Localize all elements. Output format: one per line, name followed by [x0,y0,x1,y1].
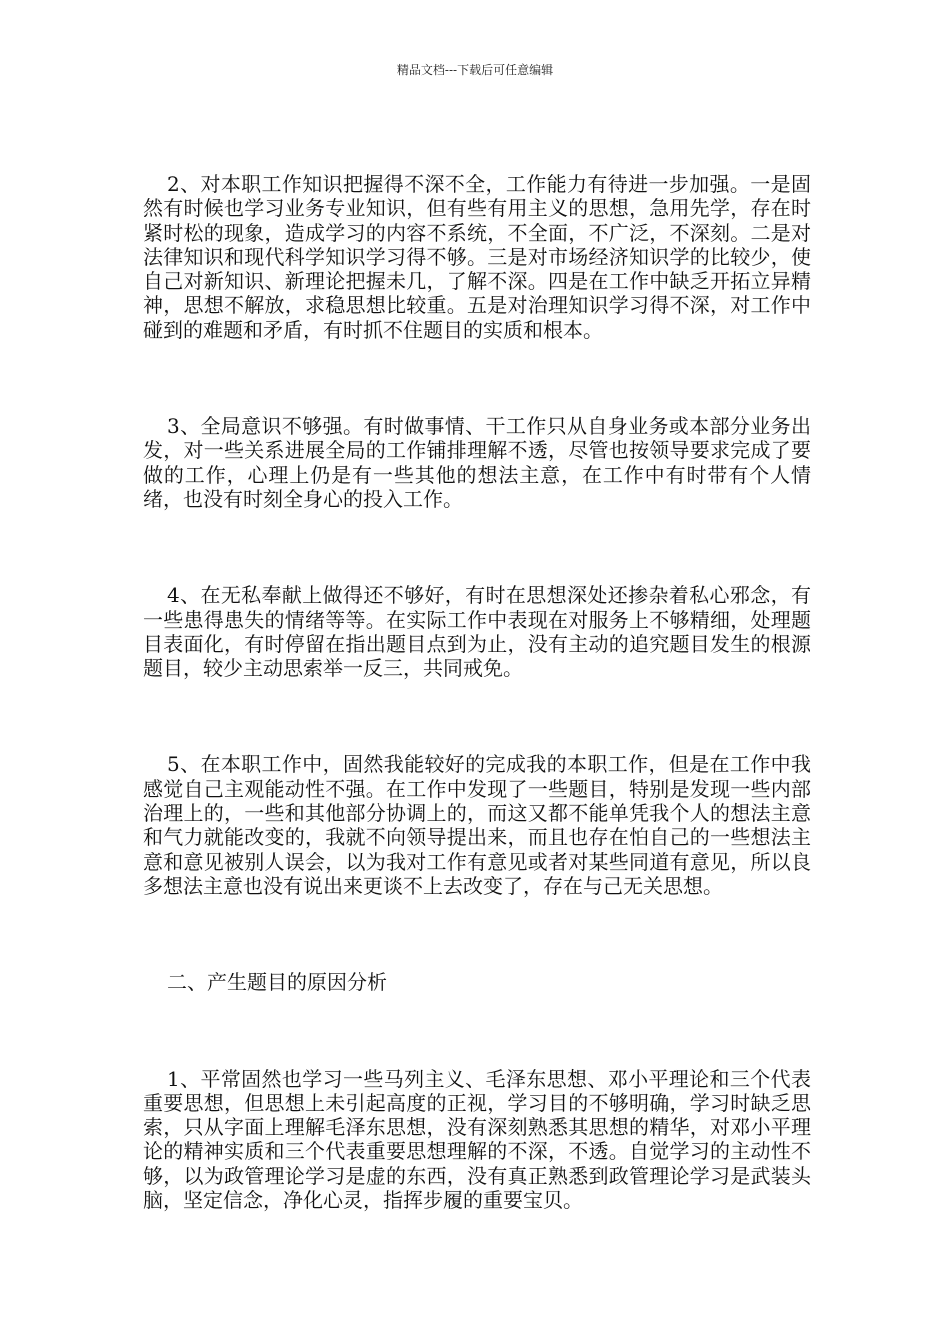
paragraph-3: 3、全局意识不够强。有时做事情、干工作只从自身业务或本部分业务出发，对一些关系进展全局的工作铺排理解不透，尽管也按领导要求完成了要做的工作，心理上仍是有一些其他的想法主意，在工作中有时带有个人情绪，也没有时刻全身心的投入工作。 [143,414,811,511]
paragraph-5: 5、在本职工作中，固然我能较好的完成我的本职工作，但是在工作中我感觉自己主观能动性不强。在工作中发现了一些题目，特别是发现一些内部治理上的，一些和其他部分协调上的，而这又都不能单凭我个人的想法主意和气力就能改变的，我就不向领导提出来，而且也存在怕自己的一些想法主意和意见被别人误会，以为我对工作有意见或者对某些同道有意见，所以良多想法主意也没有说出来更谈不上去改变了，存在与己无关思想。 [143,752,811,898]
document-body [143,172,811,1212]
paragraph-gap [143,342,811,414]
paragraph-gap [143,898,811,970]
paragraph-gap [143,995,811,1067]
section-heading: 二、产生题目的原因分析 [167,970,387,995]
paragraph-gap [143,511,811,583]
page-header: 精品文档---下载后可任意编辑 [396,63,554,77]
paragraph-2: 2、对本职工作知识把握得不深不全，工作能力有待进一步加强。一是固然有时候也学习业务专业知识，但有些有用主义的思想，急用先学，存在时紧时松的现象，造成学习的内容不系统，不全面，不广泛，不深刻。二是对法律知识和现代科学知识学习得不够。三是对市场经济知识学的比较少，使自己对新知识、新理论把握未几，了解不深。四是在工作中缺乏开拓立异精神，思想不解放，求稳思想比较重。五是对治理知识学习得不深，对工作中碰到的难题和矛盾，有时抓不住题目的实质和根本。 [143,172,811,342]
paragraph-6: 1、平常固然也学习一些马列主义、毛泽东思想、邓小平理论和三个代表重要思想，但思想上未引起高度的正视，学习目的不够明确，学习时缺乏思索，只从字面上理解毛泽东思想，没有深刻熟悉其思想的精华，对邓小平理论的精神实质和三个代表重要思想理解的不深，不透。自觉学习的主动性不够，以为政管理论学习是虚的东西，没有真正熟悉到政管理论学习是武装头脑，坚定信念，净化心灵，指挥步履的重要宝贝。 [143,1066,811,1213]
paragraph-gap [143,680,811,752]
paragraph-4: 4、在无私奉献上做得还不够好，有时在思想深处还掺杂着私心邪念，有一些患得患失的情绪等等。在实际工作中表现在对服务上不够精细，处理题目表面化，有时停留在指出题目点到为止，没有主动的追究题目发生的根源题目，较少主动思索举一反三，共同戒免。 [143,583,811,681]
